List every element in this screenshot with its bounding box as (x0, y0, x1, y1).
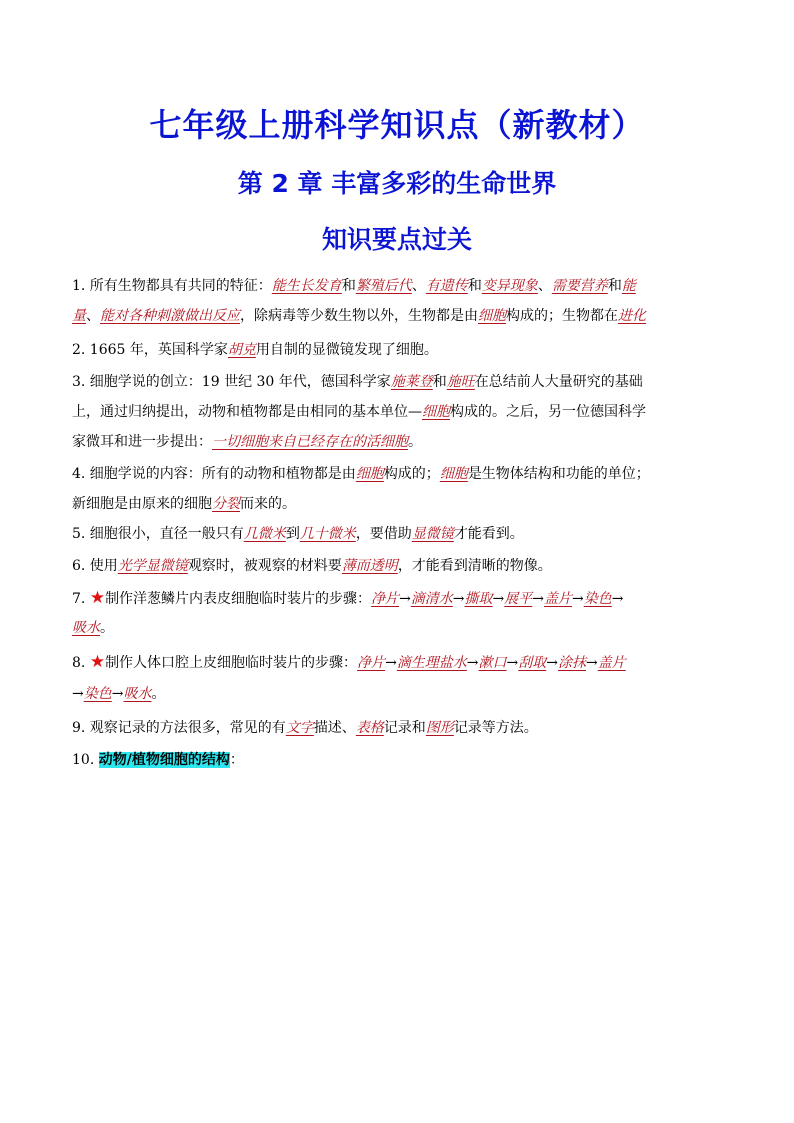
answer-text: 盖片 (597, 655, 626, 671)
answer-text: 滴生理盐水 (396, 655, 467, 671)
answer-text: 吸水 (123, 686, 152, 702)
answer-text: 净片 (357, 655, 386, 671)
body-text: 才能看到。 (453, 526, 524, 542)
answer-text: 薄而透明 (341, 558, 398, 574)
body-text: 5. 细胞很小，直径一般只有 (72, 526, 244, 542)
body-text: 新细胞是由原来的细胞 (72, 496, 212, 512)
body-text: 到 (285, 526, 300, 542)
body-text: 7. (72, 591, 90, 607)
body-text: 3. 细胞学说的创立：19 世纪 30 年代，德国科学家 (72, 374, 391, 390)
text-line (72, 306, 732, 326)
answer-text: 表格 (355, 720, 384, 736)
body-text: → (492, 591, 505, 607)
answer-text: 漱口 (478, 655, 507, 671)
body-text: 用自制的显微镜发现了细胞。 (255, 342, 438, 358)
body-text: 上，通过归纳提出，动物和植物都是由相同的基本单位— (72, 404, 422, 420)
body-text: → (546, 655, 558, 671)
answer-text: 滴清水 (410, 591, 453, 607)
answer-text: 变异现象 (481, 278, 538, 294)
text-line (72, 618, 732, 638)
text-line (72, 588, 732, 609)
body-text: 、 (86, 308, 100, 324)
body-text: 构成的；生物都在 (506, 308, 618, 324)
answer-text: 图形 (425, 720, 454, 736)
body-text: 。 (100, 620, 114, 636)
body-text: → (452, 591, 465, 607)
answer-text: 细胞 (439, 466, 468, 482)
body-text: 构成的。之后，另一位德国科学 (450, 404, 646, 420)
text-line (72, 432, 732, 452)
answer-text: 进化 (618, 308, 646, 324)
answer-text: 繁殖后代 (355, 278, 412, 294)
star-icon: ★ (89, 588, 106, 608)
answer-text: 有遗传 (425, 278, 468, 294)
body-text: 和 (341, 278, 356, 294)
answer-text: 量 (72, 308, 86, 324)
body-text: → (385, 655, 397, 671)
body-text: 制作人体口腔上皮细胞临时装片的步骤： (105, 655, 358, 671)
answer-text: 能生长发育 (271, 278, 342, 294)
body-text: 描述、 (313, 720, 356, 736)
answer-text: 胡克 (227, 342, 256, 358)
answer-text: 能 (621, 278, 636, 294)
body-text: 。 (408, 434, 422, 450)
body-text: 和 (607, 278, 622, 294)
text-line (72, 402, 732, 422)
answer-text: 细胞 (355, 466, 384, 482)
answer-text: 吸水 (72, 620, 100, 636)
answer-text: 施旺 (446, 374, 475, 390)
body-text: 家微耳和进一步提出： (72, 434, 212, 450)
body-text: ： (229, 752, 244, 768)
body-text: 1. 所有生物都具有共同的特征： (72, 278, 272, 294)
body-text: → (72, 686, 84, 702)
body-text: 、 (411, 278, 426, 294)
body-text: 9. 观察记录的方法很多，常见的有 (72, 720, 286, 736)
answer-text: 细胞 (422, 404, 450, 420)
body-text: → (532, 591, 544, 607)
body-text: ，才能看到清晰的物像。 (397, 558, 552, 574)
body-text: 8. (72, 655, 90, 671)
answer-text: 光学显微镜 (117, 558, 188, 574)
highlighted-heading: 动物/植物细胞的结构 (98, 752, 230, 768)
answer-text: 染色 (83, 686, 112, 702)
body-text: 10. (72, 752, 99, 768)
body-text: 是生物体结构和功能的单位； (467, 466, 650, 482)
text-line (72, 372, 732, 392)
answer-text: 刮取 (518, 655, 547, 671)
text-line (72, 750, 732, 770)
body-text: → (586, 655, 598, 671)
body-text: 2. 1665 年，英国科学家 (72, 342, 228, 358)
body-text: 制作洋葱鳞片内表皮细胞临时装片的步骤： (105, 591, 372, 607)
text-line (72, 340, 732, 360)
star-icon: ★ (89, 652, 106, 672)
body-text: 。 (151, 686, 166, 702)
text-line (72, 652, 732, 673)
text-line (72, 276, 732, 296)
answer-text: 分裂 (212, 496, 240, 512)
answer-text: 一切细胞来自已经存在的活细胞 (212, 434, 408, 450)
body-text: → (611, 591, 624, 607)
text-line (72, 464, 732, 484)
body-text: ，除病毒等少数生物以外，生物都是由 (240, 308, 478, 324)
body-text: 观察时，被观察的材料要 (187, 558, 342, 574)
body-text: 、 (537, 278, 552, 294)
body-text: 6. 使用 (72, 558, 118, 574)
answer-text: 撕取 (464, 591, 493, 607)
body-text: 记录和 (383, 720, 426, 736)
text-line (72, 494, 732, 514)
answer-text: 几十微米 (299, 526, 356, 542)
answer-text: 染色 (583, 591, 612, 607)
answer-text: 施莱登 (390, 374, 433, 390)
answer-text: 净片 (371, 591, 400, 607)
answer-text: 涂抹 (558, 655, 586, 671)
body-text: 记录等方法。 (453, 720, 538, 736)
answer-text: 需要营养 (551, 278, 608, 294)
answer-text: 显微镜 (411, 526, 454, 542)
answer-text: 几微米 (243, 526, 286, 542)
answer-text: 细胞 (478, 308, 506, 324)
body-text: 4. 细胞学说的内容：所有的动物和植物都是由 (72, 466, 356, 482)
body-text: 和 (467, 278, 482, 294)
body-text: ，要借助 (355, 526, 412, 542)
document-title: 七年级上册科学知识点（新教材） (149, 106, 645, 144)
body-text: → (466, 655, 479, 671)
text-line (72, 524, 732, 544)
chapter-heading: 第 2 章 丰富多彩的生命世界 (237, 169, 557, 198)
body-text: 构成的； (383, 466, 440, 482)
answer-text: 文字 (285, 720, 314, 736)
section-subtitle: 知识要点过关 (321, 225, 472, 254)
body-text: → (399, 591, 411, 607)
body-text: → (111, 686, 124, 702)
text-line (72, 684, 732, 704)
text-line (72, 556, 732, 576)
body-text: 和 (432, 374, 447, 390)
body-text: → (506, 655, 519, 671)
body-text: → (572, 591, 584, 607)
answer-text: 盖片 (544, 591, 572, 607)
answer-text: 能对各种刺激做出反应 (100, 308, 240, 324)
answer-text: 展平 (504, 591, 533, 607)
body-text: 在总结前人大量研究的基础 (474, 374, 643, 390)
body-text: 而来的。 (240, 496, 296, 512)
text-line (72, 718, 732, 738)
